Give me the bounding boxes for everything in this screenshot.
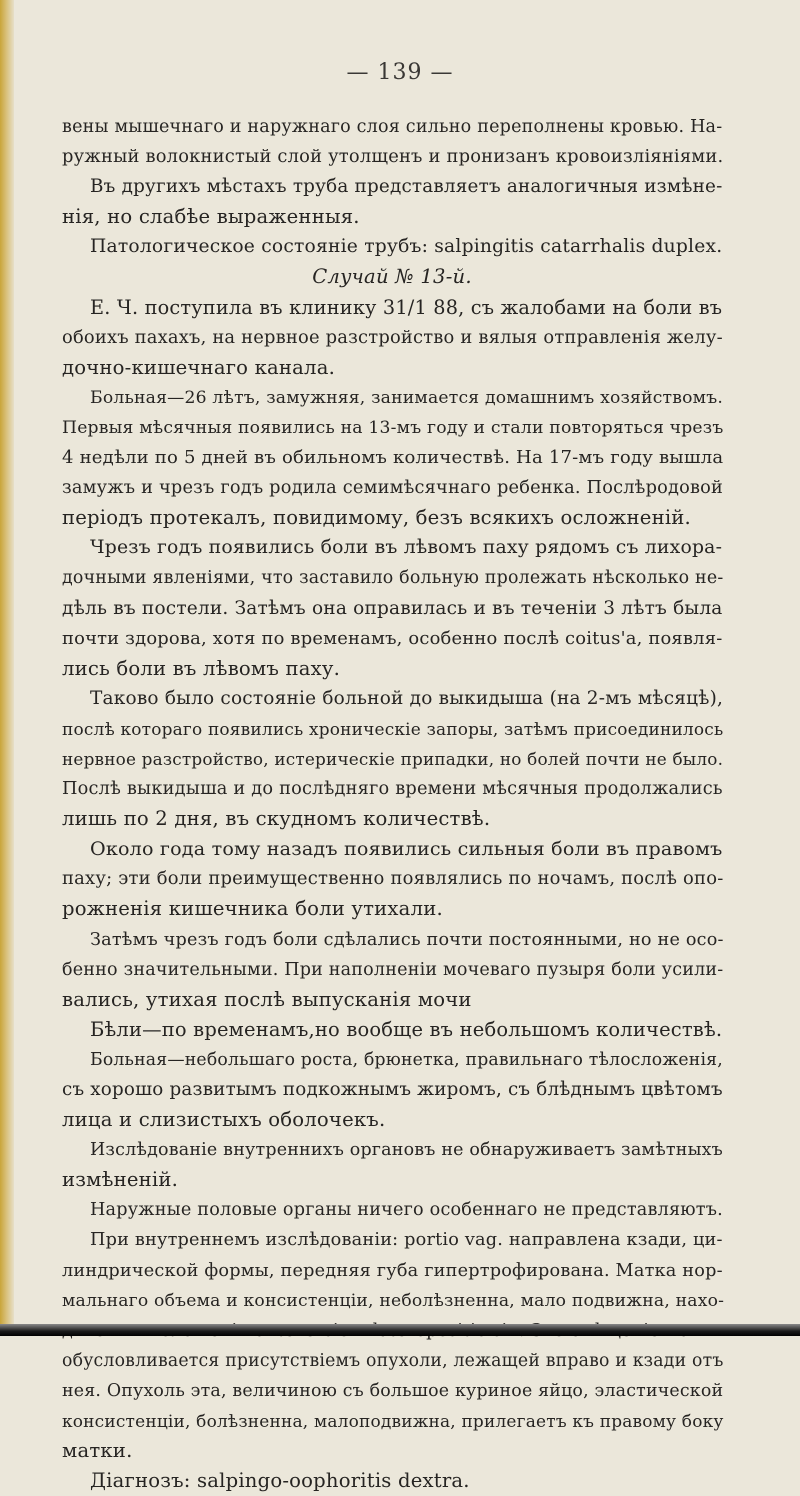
text-line: Больная—небольшаго роста, брюнетка, правильнаго тѣлосложенія, [90, 1049, 723, 1070]
text-line: 4 недѣли по 5 дней въ обильномъ количествѣ. На 17-мъ году вышла [62, 447, 724, 469]
text-line: Первыя мѣсячныя появились на 13-мъ году и стали повторяться чрезъ [62, 417, 724, 438]
text-line: Е. Ч. поступила въ клинику 31/1 88, съ жалобами на боли въ [90, 295, 723, 319]
text-line: почти здорова, хотя по временамъ, особенно послѣ coitus'а, появля- [62, 627, 723, 649]
text-line: рожненія кишечника боли утихали. [62, 897, 443, 921]
text-line: Въ другихъ мѣстахъ труба представляетъ аналогичныя измѣне- [90, 176, 723, 198]
text-line: При внутреннемъ изслѣдованіи: portio vag. направлена кзади, ци- [90, 1230, 723, 1251]
text-line: лица и слизистыхъ оболочекъ. [62, 1108, 386, 1132]
text-line: послѣ котораго появились хроническіе запоры, затѣмъ присоединилось [62, 718, 724, 739]
text-line: ружный волокнистый слой утолщенъ и пронизанъ кровоизліяніями. [62, 146, 724, 168]
text-line: Изслѣдованіе внутреннихъ органовъ не обнаруживаетъ замѣтныхъ [90, 1140, 723, 1161]
page-edge [0, 0, 14, 1336]
text-line: вались, утихая послѣ выпусканія мочи [62, 987, 472, 1011]
bottom-edge [0, 1324, 800, 1336]
text-line: съ хорошо развитымъ подкожнымъ жиромъ, съ блѣднымъ цвѣтомъ [62, 1079, 723, 1100]
text-line: лись боли въ лѣвомъ паху. [62, 656, 341, 680]
text-line: паху; эти боли преимущественно появлялись по ночамъ, послѣ опо- [62, 868, 724, 890]
text-line: Патологическое состояніе трубъ: salpingitis catarrhalis duplex. [90, 236, 723, 258]
text-line: дочно-кишечнаго канала. [62, 355, 336, 379]
text-line: дѣль въ постели. Затѣмъ она оправилась и въ теченіи 3 лѣтъ была [62, 597, 723, 619]
text-line: Бѣли—по временамъ,но вообще въ небольшомъ количествѣ. [90, 1017, 723, 1041]
text-line: дочными явленіями, что заставило больную пролежать нѣсколько не- [62, 568, 724, 589]
text-line: измѣненій. [62, 1168, 179, 1192]
text-line: Затѣмъ чрезъ годъ боли сдѣлались почти постоянными, но не осо- [90, 929, 724, 950]
text-line: вены мышечнаго и наружнаго слоя сильно переполнены кровью. На- [62, 117, 723, 137]
text-line: нервное разстройство, истерическіе припадки, но болей почти не было. [62, 748, 724, 769]
text-line: матки. [62, 1439, 133, 1463]
text-line: обусловливается присутствіемъ опухоли, лежащей вправо и кзади отъ [62, 1350, 724, 1371]
text-line: консистенціи, болѣзненна, малоподвижна, прилегаетъ къ правому боку [62, 1411, 724, 1432]
text-line: замужъ и чрезъ годъ родила семимѣсячнаго ребенка. Послѣродовой [62, 478, 724, 499]
text-line: Чрезъ годъ появились боли въ лѣвомъ паху рядомъ съ лихора- [90, 537, 723, 559]
page-number: — 139 — [346, 60, 454, 85]
text-line: линдрической формы, передняя губа гипертрофирована. Матка нор- [62, 1260, 723, 1281]
text-line: обоихъ пахахъ, на нервное разстройство и вялыя отправленія желу- [62, 326, 723, 348]
text-line: лишь по 2 дня, въ скудномъ количествѣ. [62, 807, 491, 831]
text-line: Таково было состояніе больной до выкидыша (на 2-мъ мѣсяцѣ), [90, 687, 724, 709]
text-line: Діагнозъ: salpingo-oophoritis dextra. [90, 1469, 470, 1493]
text-line: бенно значительными. При наполненіи мочеваго пузыря боли усили- [62, 959, 724, 980]
text-line: Наружные половые органы ничего особеннаго не представляютъ. [90, 1200, 723, 1221]
text-line: нія, но слабѣе выраженныя. [62, 205, 360, 229]
text-line: Больная—26 лѣтъ, замужняя, занимается домашнимъ хозяйствомъ. [90, 387, 723, 408]
text-line: мальнаго объема и консистенціи, неболѣзненна, мало подвижна, нахо- [62, 1290, 725, 1311]
text-line: нея. Опухоль эта, величиною съ большое куриное яйцо, эластической [62, 1380, 724, 1401]
text-line: Послѣ выкидыша и до послѣдняго времени мѣсячныя продолжались [62, 779, 723, 800]
case-heading: Случай № 13-й. [312, 265, 472, 289]
body-text [62, 112, 725, 1496]
text-line: Около года тому назадъ появились сильныя боли въ правомъ [90, 837, 723, 861]
text-line: періодъ протекалъ, повидимому, безъ всякихъ осложненій. [62, 506, 691, 530]
